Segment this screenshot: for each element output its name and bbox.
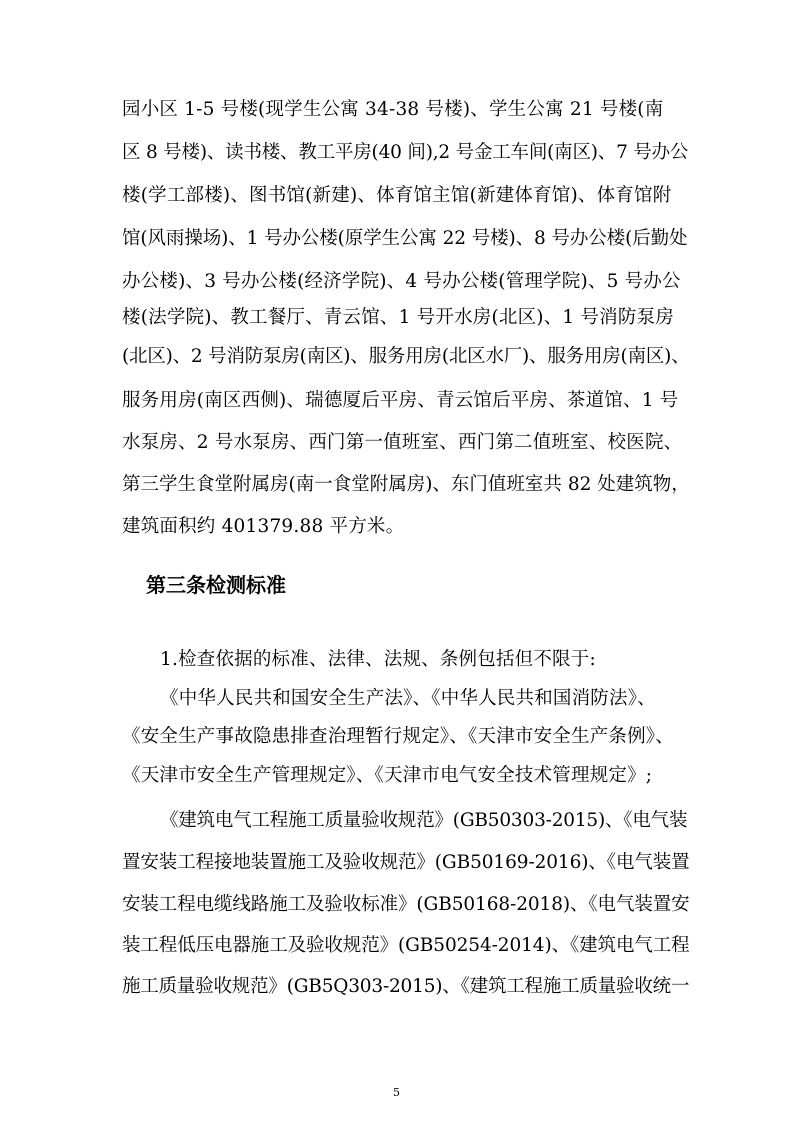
section-heading: 第三条检测标准 — [146, 573, 286, 597]
text-line: 《天津市安全生产管理规定》、《天津市电气安全技术管理规定》; — [122, 765, 653, 786]
page-number: 5 — [393, 1086, 400, 1099]
text-line: 《中华人民共和国安全生产法》、《中华人民共和国消防法》、 — [160, 688, 656, 709]
text-line: 装工程低压电器施工及验收规范》(GB50254-2014)、《建筑电气工程 — [122, 935, 690, 956]
text-line: 第三学生食堂附属房(南一食堂附属房)、东门值班室共 82 处建筑物， — [122, 474, 690, 495]
text-line: 楼(法学院)、教工餐厅、青云馆、1 号开水房(北区)、1 号消防泵房 — [122, 307, 674, 328]
text-line: 园小区 1-5 号楼(现学生公寓 34-38 号楼)、学生公寓 21 号楼(南 — [122, 99, 664, 120]
text-line: 楼(学工部楼)、图书馆(新建)、体育馆主馆(新建体育馆)、体育馆附 — [122, 185, 672, 206]
text-line: 《建筑电气工程施工质量验收规范》(GB50303-2015)、《电气装 — [160, 810, 688, 831]
text-line: 《安全生产事故隐患排查治理暂行规定》、《天津市安全生产条例》、 — [122, 726, 674, 747]
text-line: 1.检查依据的标准、法律、法规、条例包括但不限于: — [160, 649, 596, 670]
text-line: 安装工程电缆线路施工及验收标准》(GB50168-2018)、《电气装置安 — [122, 894, 690, 915]
text-line: 办公楼)、3 号办公楼(经济学院)、4 号办公楼(管理学院)、5 号办公 — [122, 271, 681, 292]
text-line: (北区)、2 号消防泵房(南区)、服务用房(北区水厂)、服务用房(南区)、 — [122, 346, 690, 367]
text-line: 建筑面积约 401379.88 平方米。 — [122, 516, 405, 537]
text-line: 水泵房、2 号水泵房、西门第一值班室、西门第二值班室、校医院、 — [122, 432, 683, 453]
text-line: 施工质量验收规范》(GB5Q303-2015)、《建筑工程施工质量验收统一 — [122, 976, 690, 997]
text-line: 区 8 号楼)、读书楼、教工平房(40 间),2 号金工车间(南区)、7 号办公 — [122, 142, 689, 163]
text-line: 置安装工程接地装置施工及验收规范》(GB50169-2016)、《电气装置 — [122, 852, 690, 873]
text-line: 服务用房(南区西侧)、瑞德厦后平房、青云馆后平房、茶道馆、1 号 — [122, 390, 679, 411]
text-line: 馆(风雨操场)、1 号办公楼(原学生公寓 22 号楼)、8 号办公楼(后勤处 — [122, 228, 688, 249]
